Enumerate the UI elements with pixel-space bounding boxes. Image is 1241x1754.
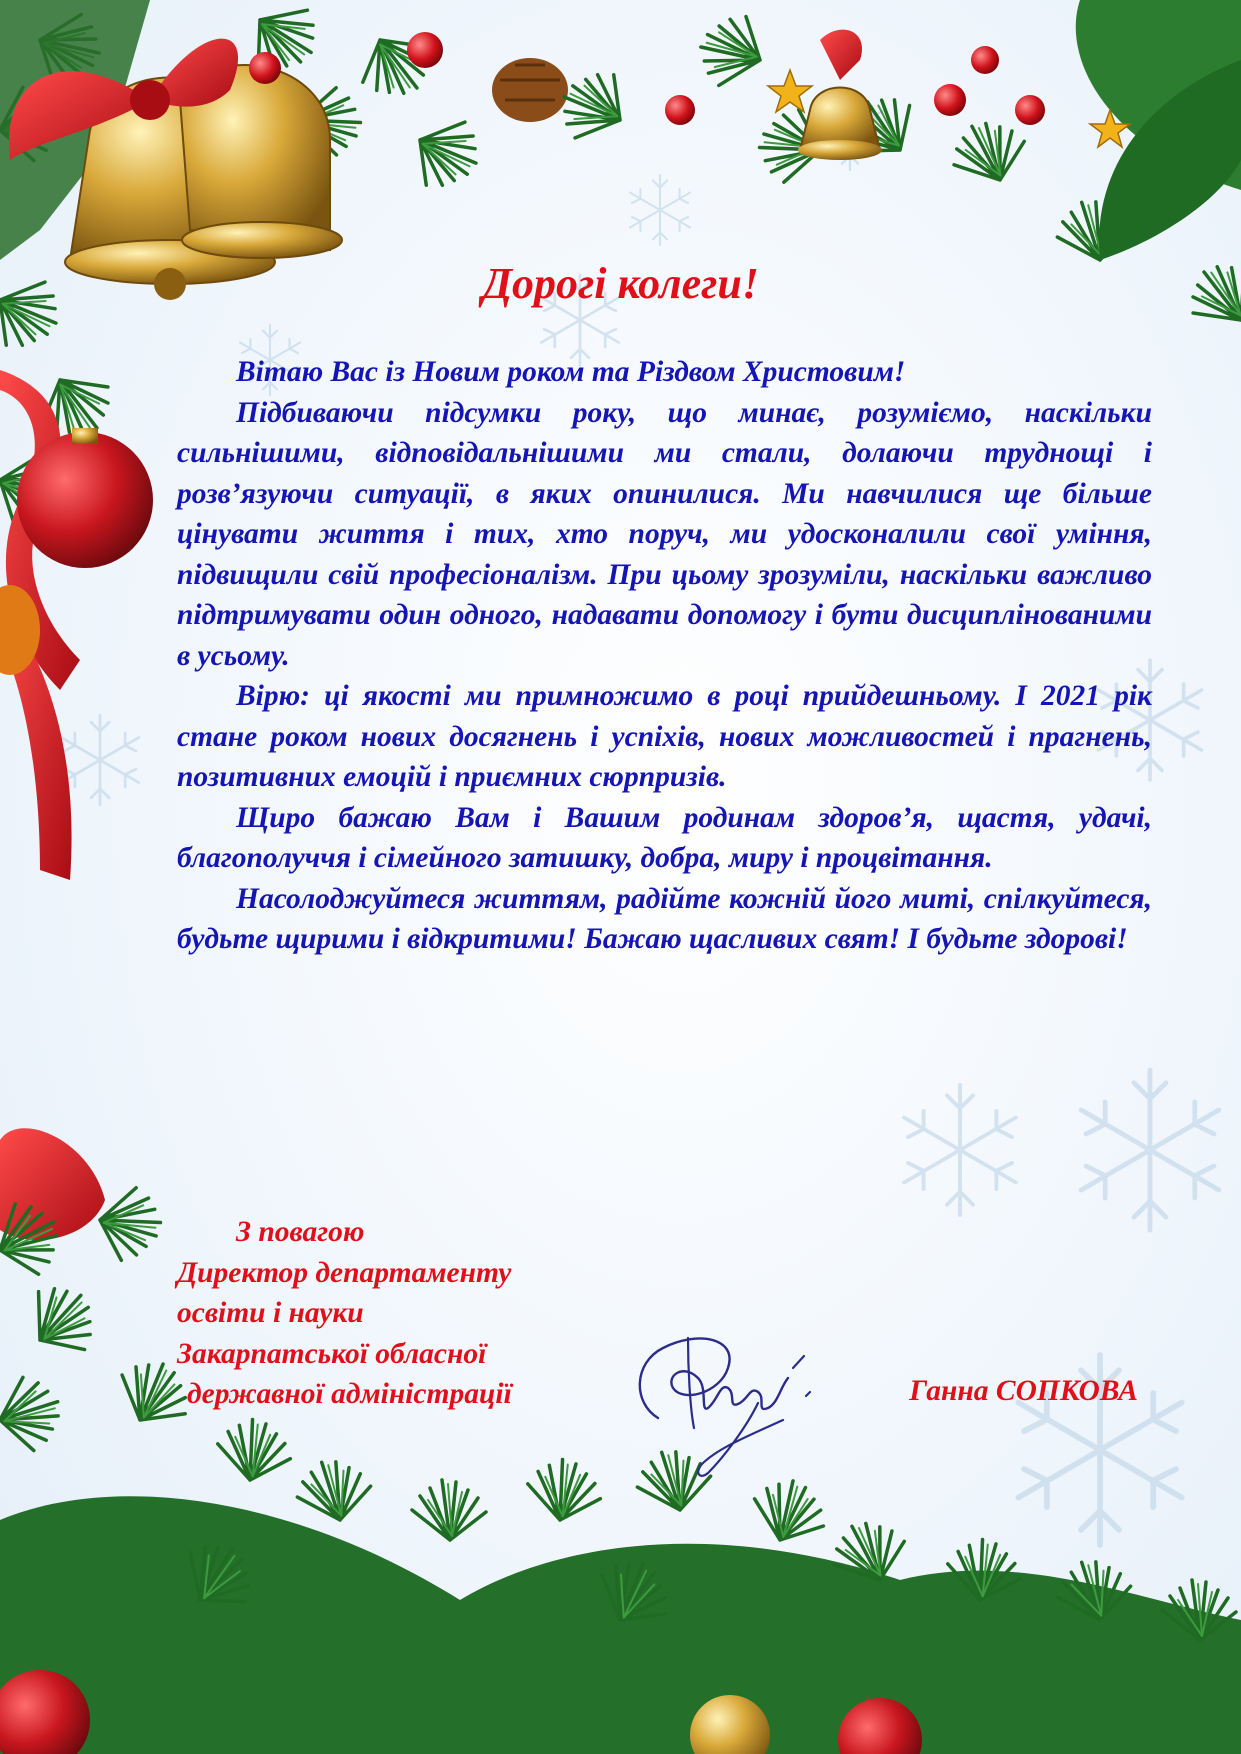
signer-name: Ганна СОПКОВА	[909, 1375, 1138, 1407]
handwritten-signature	[628, 1308, 818, 1478]
closing-block	[177, 1212, 512, 1415]
position-line-3: Закарпатської обласної	[177, 1337, 487, 1370]
paragraph-greeting: Вітаю Вас із Новим роком та Різдвом Христовим!	[236, 356, 906, 388]
position-line-2: освіти і науки	[177, 1297, 364, 1329]
position-line-4: державної адміністрації	[187, 1378, 512, 1410]
paragraph-year-summary: Підбиваючи підсумки року, що минає, розуміємо, наскільки сильнішими, відповідальнішими ми стали, долаючи труднощі і розв’язуючи ситуації, в яких опинилися. Ми навчилися ще більше цінувати життя і тих, хто поруч, ми удосконалили свої уміння, підвищили свій професіоналізм. При цьому зрозуміли, наскільки важливо підтримувати один одного, надавати допомогу і бути дисциплінованими в усьому.	[177, 396, 1152, 672]
regards-line: З повагою	[236, 1216, 365, 1248]
letter-title: Дорогі колеги!	[482, 259, 759, 308]
paragraph-next-year: Вірю: ці якості ми примножимо в році прийдешньому. І 2021 рік стане роком нових досягнень і успіхів, нових можливостей і прагнень, позитивних емоцій і приємних сюрпризів.	[177, 680, 1152, 793]
paragraph-enjoy-life: Насолоджуйтеся життям, радійте кожній його миті, спілкуйтеся, будьте щирими і відкритими! Бажаю щасливих свят! І будьте здорові!	[177, 882, 1152, 955]
position-line-1: Директор департаменту	[177, 1256, 512, 1289]
paragraph-wishes: Щиро бажаю Вам і Вашим родинам здоров’я, щастя, удачі, благополуччя і сімейного затишку, добра, миру і процвітання.	[177, 801, 1152, 874]
letter-body	[177, 352, 1152, 960]
